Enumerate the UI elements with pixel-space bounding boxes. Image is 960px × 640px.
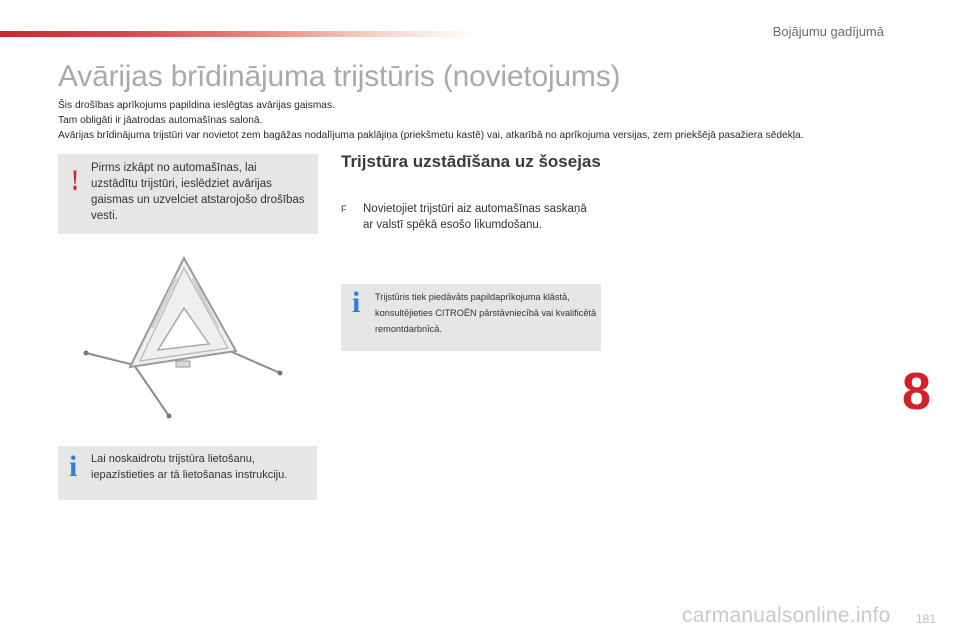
info-text: Trijstūris tiek piedāvāts papildaprīkojuma klāstā, konsultējieties CITROËN pārstāvniecībā vai kvalificētā remontdarbnīcā. xyxy=(375,292,597,334)
warning-triangle-illustration xyxy=(72,250,298,425)
intro-line: Avārijas brīdinājuma trijstūri var novietot zem bagāžas nodalījuma paklājiņa (priekšmetu kastē) vai, atkarībā no aprīkojuma versijas, zem priekšējā pasažiera sēdekļa. xyxy=(58,130,804,141)
info-text: Lai noskaidrotu trijstūra lietošanu, iepazīstieties ar tā lietošanas instrukciju. xyxy=(91,453,288,481)
warning-box xyxy=(58,154,318,234)
chapter-number: 8 xyxy=(902,363,931,421)
info-box xyxy=(58,446,317,500)
intro-line: Tam obligāti ir jāatrodas automašīnas salonā. xyxy=(58,115,263,126)
intro-line: Šis drošības aprīkojums papildina ieslēgtas avārijas gaismas. xyxy=(58,100,335,111)
chapter-title: Bojājumu gadījumā xyxy=(772,24,884,39)
warning-text: Pirms izkāpt no automašīnas, lai uzstādītu trijstūri, ieslēdziet avārijas gaismas un uzvelciet atstarojošo drošības vesti. xyxy=(91,162,305,222)
instruction-text: Novietojiet trijstūri aiz automašīnas saskaņā ar valstī spēkā esošo likumdošanu. xyxy=(363,203,587,231)
header-accent-bar xyxy=(0,31,480,37)
exclamation-icon: ! xyxy=(71,164,79,197)
intro-text xyxy=(58,98,938,143)
watermark: carmanualsonline.info xyxy=(682,604,891,627)
info-icon: i xyxy=(352,286,361,319)
bullet-marker: F xyxy=(341,204,347,214)
info-icon: i xyxy=(69,450,78,483)
page-number: 181 xyxy=(916,612,937,626)
page-title: Avārijas brīdinājuma trijstūris (novietojums) xyxy=(58,60,621,93)
info-box xyxy=(341,284,601,351)
section-title: Trijstūra uzstādīšana uz šosejas xyxy=(341,152,601,171)
